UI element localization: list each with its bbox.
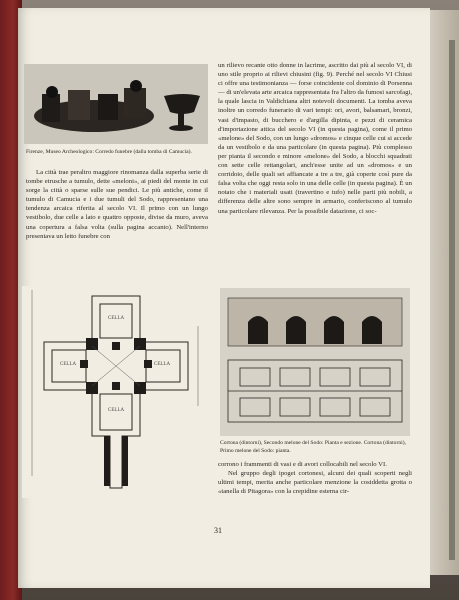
page-number: 31	[214, 526, 222, 535]
plan-label-left: CELLA	[60, 362, 77, 367]
right-paragraph: un rilievo recante otto donne in lacrime, ascritto dai più al secolo VI, di uno stile proprio ai rilievi chiusini (fig. 9). Perché nel secolo VI Chiusi ci offre una testimonianza — forse coincidente col dominio di Porsenna — di un'elevata arte arcaica rappresentata fra l'altro da fumosi sarcofagi, la quale lascia in Valdichiana altri notevoli documenti. La tomba aveva inoltre un corredo funerario di vari tempi: ori, avori, balsamari, bronzi, vasi d'impasto, di bucchero e d'argilla dipinta, e pezzi di ceramica d'importazione attica del secolo VI (in questa pagina), come il primo «melone» del Sodo, con un lungo «dromos» e cinque celle cui si accede da un vestibolo e da una particolare (in questa pagina). Più complesso per pianta il secondo e minore «melone» del Sodo, a blocchi squadrati con sette celle rettangolari, anch'esse unite ad un «dromos» e un corridoio, delle quali sei affiancate a tre a tre, già coperte così pure da falsa volta che oggi resta solo in una delle celle (in questa pagina). È un notato che i materiali usati (travertino e tufo) nelle parti più nobili, a differenza delle altre sono sempre in armario, conferiscono al tumulo una particolare rilevanza. Per la possibile datazione, ci soc-	[218, 62, 412, 215]
funerary-objects-photo	[24, 64, 208, 144]
photo-caption: Firenze, Museo Archeologico: Corredo funebre (dalla tomba di Camucia).	[26, 149, 192, 155]
tomb-section-plan-drawing	[220, 288, 410, 436]
book-spine-band	[449, 40, 455, 560]
plan-label-bottom: CELLA	[108, 408, 125, 413]
plan-label-top: CELLA	[108, 316, 125, 321]
tomb-floor-plan	[22, 286, 208, 498]
left-column-text	[26, 168, 208, 241]
right-column-text	[218, 61, 412, 216]
book-page	[18, 8, 430, 588]
tomb-section-plan-photo	[220, 288, 410, 436]
bottom-right-paragraph-2: Nel gruppo degli ipogei cortonesi, alcuni dei quali scoperti negli ultimi tempi, merita anche particolare menzione la cosiddetta grotta o «tanella di Pitagora» con la crepidine esterna cir-	[218, 470, 412, 496]
bottom-right-paragraph-1: corrono i frammenti di vasi e di avori collocabili nel secolo VI.	[218, 461, 387, 468]
figure-caption-right: Cortona (dintorni), Secondo melone del Sodo: Pianta e sezione. Cortona (dintorni), Primo melone del Sodo: pianta.	[220, 440, 406, 454]
left-paragraph: La città trae peraltro maggiore rinomanza dalla superba serie di tombe etrusche a tumulo, dette «meloni», ai piedi del monte in cui sorge la città o sparse sulle sue pendici. Le più antiche, come il tumulo di Camucia e i due tumuli del Sodo, rappresentano una tendenza arcaica riferita al secolo VI. Il primo con un lungo vestibolo, due celle a lato e quattro opposte, divise da muro, aveva una copertura a falsa volta (sulla pagina accanto). Nell'interno presentava un letto funebre con	[26, 169, 208, 240]
funerary-objects-illustration	[24, 64, 208, 144]
bottom-right-text	[218, 460, 412, 496]
plan-label-right: CELLA	[154, 362, 171, 367]
